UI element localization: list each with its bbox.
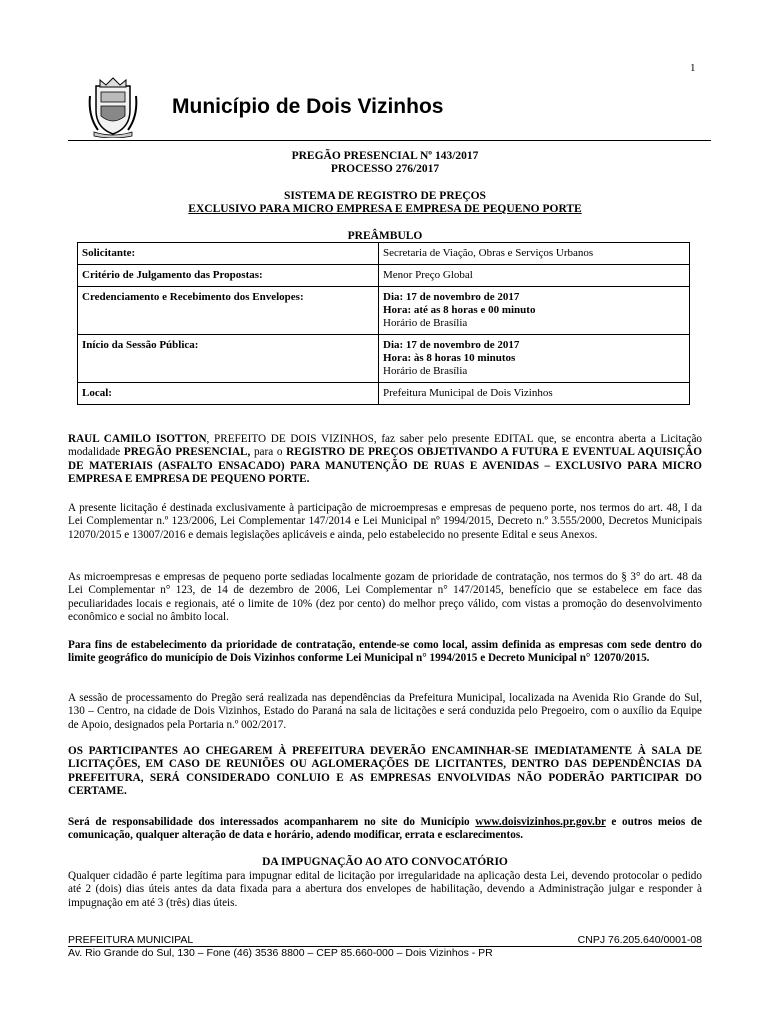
pregao-number: PREGÃO PRESENCIAL Nº 143/2017 <box>291 150 479 162</box>
resp-text: Será de responsabilidade dos interessados acompanharem no site do Município <box>68 816 476 828</box>
municipal-crest-icon <box>88 76 138 138</box>
row-value-line: Menor Preço Global <box>383 269 473 281</box>
intro-text: , PREFEITO DE DOIS VIZINHOS, faz saber pelo presente EDITAL que, se encontra aberta a Licitação modalidade <box>68 433 702 459</box>
row-value-line: Hora: até as 8 horas e 00 minuto <box>383 304 536 316</box>
paragraph-responsabilidade <box>68 816 702 843</box>
row-value <box>379 243 690 265</box>
registro-heading: SISTEMA DE REGISTRO DE PREÇOS <box>284 190 486 202</box>
subtitle-block <box>68 190 702 216</box>
row-value-line: Horário de Brasília <box>383 365 468 377</box>
row-value-line: Hora: às 8 horas 10 minutos <box>383 352 516 364</box>
table-row <box>78 265 690 287</box>
row-value-line: Dia: 17 de novembro de 2017 <box>383 291 520 303</box>
table-row <box>78 287 690 335</box>
row-value <box>379 383 690 405</box>
row-label: Credenciamento e Recebimento dos Envelopes: <box>78 287 379 335</box>
table-row <box>78 335 690 383</box>
impugnacao-heading: DA IMPUGNAÇÃO AO ATO CONVOCATÓRIO <box>262 856 508 868</box>
footer-org: PREFEITURA MUNICIPAL <box>68 934 194 946</box>
paragraph-impugnacao: Qualquer cidadão é parte legítima para impugnar edital de licitação por irregularidade na aplicação desta Lei, devendo protocolar o pedido até 2 (dois) dias úteis antes da data fixada para a abertura dos envelopes de habilitação, devendo a Administração julgar e responder à impugnação em até 3 (três) dias úteis. <box>68 870 702 909</box>
row-value-line: Dia: 17 de novembro de 2017 <box>383 339 520 351</box>
row-value <box>379 265 690 287</box>
exclusivo-heading: EXCLUSIVO PARA MICRO EMPRESA E EMPRESA DE PEQUENO PORTE <box>188 203 582 215</box>
preambulo-heading: PREÂMBULO <box>347 230 423 242</box>
row-value-line: Prefeitura Municipal de Dois Vizinhos <box>383 387 553 399</box>
row-label: Local: <box>78 383 379 405</box>
paragraph-licitacao: A presente licitação é destinada exclusivamente à participação de microempresas e empresas de pequeno porte, nos termos do art. 48, I da Lei Complementar n.º 123/2006, Lei Complementar 147/2014 e Lei Municipal nº 1994/2015, Decreto n.º 3.555/2000, Decretos Municipais 12070/2015 e 13007/2016 e demais legislações aplicáveis e ainda, pelo estabelecido no presente Edital e seus Anexos. <box>68 502 702 541</box>
row-label: Critério de Julgamento das Propostas: <box>78 265 379 287</box>
objeto: REGISTRO DE PREÇOS OBJETIVANDO A FUTURA E EVENTUAL AQUISIÇÃO DE MATERIAIS (ASFALTO ENSACADO) PARA MANUTENÇÃO DE RUAS E AVENIDAS – EXCLUSIVO PARA MICRO EMPRESA E EMPRESA DE PEQUENO PORTE. <box>68 446 702 486</box>
intro-text-2: para o <box>250 446 287 459</box>
intro-paragraph <box>68 433 702 487</box>
table-row <box>78 243 690 265</box>
row-label: Solicitante: <box>78 243 379 265</box>
municipality-title: Município de Dois Vizinhos <box>172 95 444 118</box>
table-row <box>78 383 690 405</box>
footer-address: Av. Rio Grande do Sul, 130 – Fone (46) 3536 8800 – CEP 85.660-000 – Dois Vizinhos - PR <box>68 947 493 959</box>
resp-text-2: e outros meios de comunicação, qualquer alteração de data e horário, adendo modificar, errata e esclarecimentos. <box>68 816 702 842</box>
row-value <box>379 335 690 383</box>
row-value <box>379 287 690 335</box>
row-value-line: Secretaria de Viação, Obras e Serviços Urbanos <box>383 247 594 259</box>
site-link[interactable]: www.doisvizinhos.pr.gov.br <box>475 816 606 828</box>
processo-number: PROCESSO 276/2017 <box>330 163 440 175</box>
preambulo-table <box>77 242 690 405</box>
page-number: 1 <box>690 62 696 74</box>
paragraph-sessao: A sessão de processamento do Pregão será realizada nas dependências da Prefeitura Municipal, localizada na Avenida Rio Grande do Sul, 130 – Centro, na cidade de Dois Vizinhos, Estado do Paraná na sala de licitações e será conduzida pelo Pregoeiro, com o auxílio da Equipe de Apoio, designados pela Portaria n.º 002/2017. <box>68 692 702 731</box>
row-label: Início da Sessão Pública: <box>78 335 379 383</box>
footer-cnpj: CNPJ 76.205.640/0001-08 <box>577 934 702 946</box>
mayor-name: RAUL CAMILO ISOTTON <box>68 433 207 445</box>
row-value-line: Horário de Brasília <box>383 317 468 329</box>
paragraph-prioridade: As microempresas e empresas de pequeno porte sediadas localmente gozam de prioridade de contratação, nos termos do § 3° do art. 48 da Lei Complementar n° 123, de 14 de dezembro de 2006, Lei Complementar n° 147/20145, benefício que se estabelece em face das peculiaridades locais e regionais, até o limite de 10% (dez por cento) do melhor preço válido, com vistas a promoção do desenvolvimento econômico e social no âmbito local. <box>68 571 702 624</box>
title-block <box>68 150 702 176</box>
paragraph-local: Para fins de estabelecimento da prioridade de contratação, entende-se como local, assim definida as empresas com sede dentro do limite geográfico do município de Dois Vizinhos conforme Lei Municipal n° 1994/2015 e Decreto Municipal n° 12070/2015. <box>68 639 702 665</box>
header-divider <box>68 140 711 141</box>
modalidade: PREGÃO PRESENCIAL, <box>123 446 251 459</box>
paragraph-participantes: OS PARTICIPANTES AO CHEGAREM À PREFEITURA DEVERÃO ENCAMINHAR-SE IMEDIATAMENTE À SALA DE LICITAÇÕES, EM CASO DE REUNIÕES OU AGLOMERAÇÕES DE LICITANTES, DENTRO DAS DEPENDÊNCIAS DA PREFEITURA, SERÁ CONSIDERADO CONLUIO E AS EMPRESAS ENVOLVIDAS NÃO PODERÃO PARTICIPAR DO CERTAME. <box>68 745 702 798</box>
page-footer <box>68 934 702 959</box>
